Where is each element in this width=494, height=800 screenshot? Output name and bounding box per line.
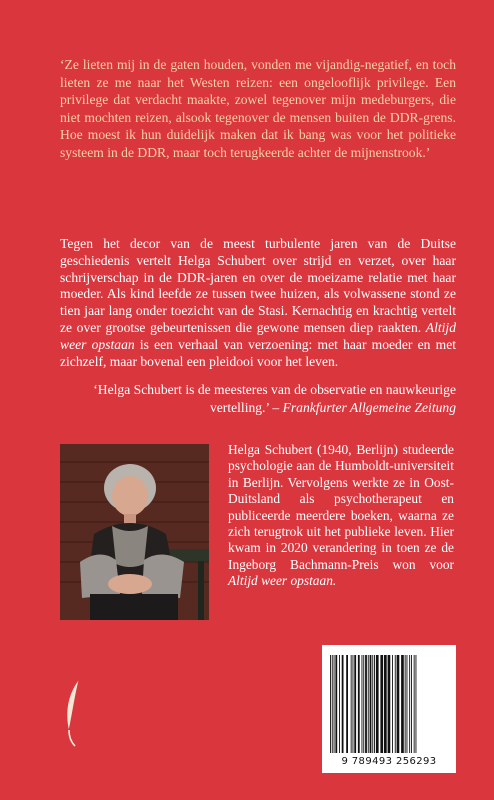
isbn-number: 9 789493 256293	[341, 756, 437, 767]
author-photo	[60, 444, 209, 620]
author-bio	[228, 442, 454, 590]
blurb-text-end: is een verhaal van verzoening: met haar moeder en met zichzelf, maar bovenal een pleidooi voor het leven.	[60, 336, 456, 369]
author-portrait-image	[60, 444, 209, 620]
bio-text: Helga Schubert (1940, Berlijn) studeerde psychologie aan de Humboldt-universiteit in Berlijn. Vervolgens werkte ze in Oost-Duitsland als psychotherapeut en publiceerde meerdere boeken, waarna ze zich terugtrok uit het publieke leven. Hier kwam in 2020 verandering in toen ze de Ingeborg Bachmann-Preis won voor	[228, 442, 454, 572]
barcode-icon	[322, 645, 456, 773]
press-review	[60, 381, 456, 416]
book-blurb	[60, 236, 456, 370]
barcode	[322, 645, 456, 773]
blurb-text: Tegen het decor van de meest turbulente jaren van de Duitse geschiedenis vertelt Helga Schubert over strijd en verzet, over haar schrijverschap in de DDR-jaren en over de moeizame relatie met haar moeder. Als kind leefde ze tussen twee huizen, als volwassene stond ze tien jaar lang onder toezicht van de Stasi. Kernachtig en krachtig vertelt ze over grootse gebeurtenissen die gewone mensen diep raakten.	[60, 236, 456, 335]
author-quote: ‘Ze lieten mij in de gaten houden, vonden me vijandig-negatief, en toch lieten ze me naar het Westen reizen: een ongelooflijk privilege. Een privilege dat verdacht maakte, zowel tegenover mijn medeburgers, die niet mochten reizen, alsook tegenover de mensen buiten de DDR-grens. Hoe moest ik hun duidelijk maken dat ik bang was voor het politieke systeem in de DDR, maar toch terugkeerde achter de mijnenstrook.’	[60, 57, 456, 160]
bio-book-title: Altijd weer opstaan.	[228, 573, 337, 589]
quill-feather-icon	[62, 678, 92, 748]
review-quote: ‘Helga Schubert is de meesteres van de observatie en nauwkeurige vertelling.’ –	[93, 382, 456, 415]
review-source: Frankfurter Allgemeine Zeitung	[282, 399, 456, 415]
blurb-book-title: Altijd weer opstaan	[60, 319, 456, 352]
